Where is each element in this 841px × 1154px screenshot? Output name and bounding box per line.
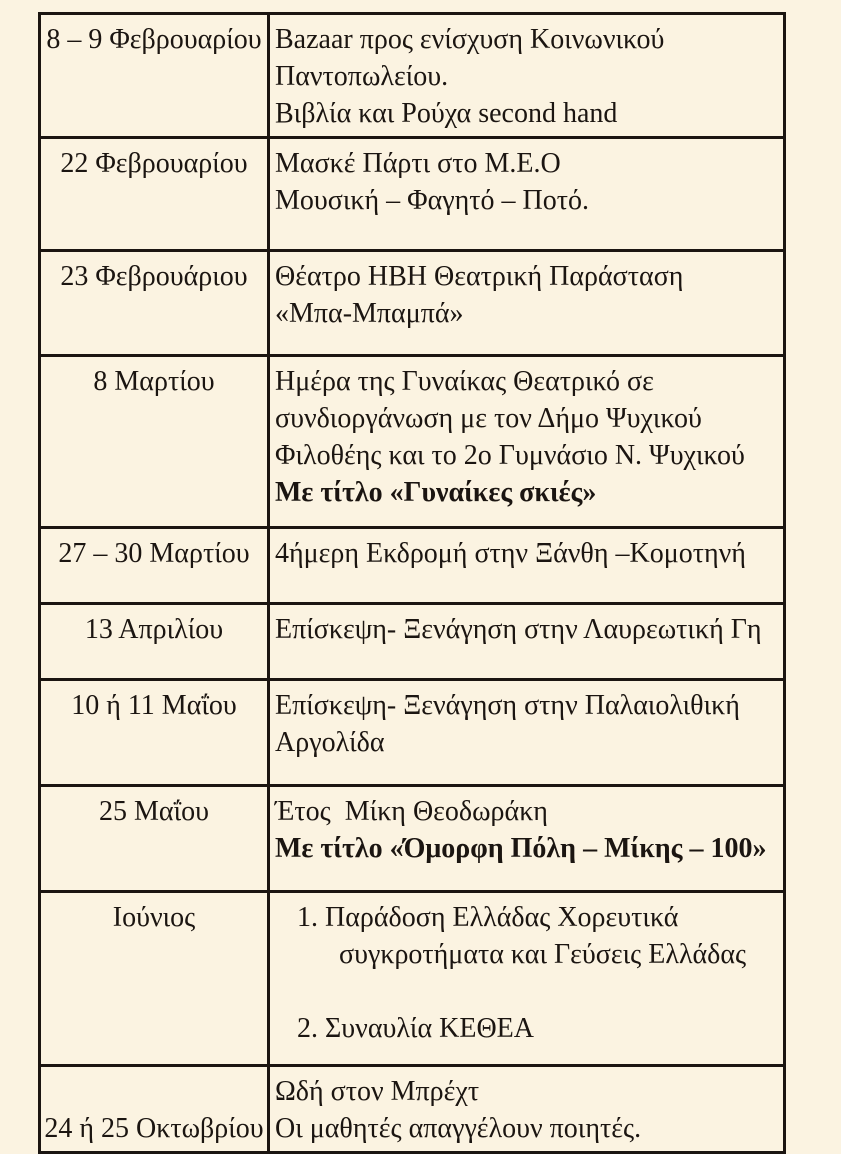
event-line: 2. Συναυλία ΚΕΘΕΑ <box>297 1013 535 1044</box>
date-text: 8 – 9 Φεβρουαρίου <box>46 24 262 55</box>
event-cell <box>270 15 783 136</box>
date-text: 24 ή 25 Οκτωβρίου <box>44 1113 264 1144</box>
table-row <box>41 678 783 784</box>
date-text: Ιούνιος <box>112 902 196 933</box>
table-row <box>41 249 783 354</box>
table-row <box>41 136 783 249</box>
date-cell <box>41 357 270 526</box>
date-cell <box>41 529 270 602</box>
event-line: Bazaar προς ενίσχυση Κοινωνικού <box>275 24 665 55</box>
event-line: 4ήμερη Εκδρομή στην Ξάνθη –Κομοτηνή <box>275 538 746 569</box>
event-cell <box>270 1067 783 1151</box>
event-line: «Μπα-Μπαμπά» <box>275 298 464 329</box>
date-cell <box>41 15 270 136</box>
event-line: Με τίτλο «Γυναίκες σκιές» <box>275 477 597 508</box>
table-row <box>41 526 783 602</box>
event-cell <box>270 357 783 526</box>
event-cell <box>270 681 783 784</box>
event-line: Επίσκεψη- Ξενάγηση στην Παλαιολιθική <box>275 690 740 721</box>
event-line: Μασκέ Πάρτι στο Μ.Ε.Ο <box>275 148 561 179</box>
event-line: συγκροτήματα και Γεύσεις Ελλάδας <box>339 939 747 970</box>
date-text: 27 – 30 Μαρτίου <box>58 538 250 569</box>
table-row <box>41 1064 783 1151</box>
event-cell <box>270 893 783 1064</box>
date-text: 13 Απριλίου <box>84 614 224 645</box>
event-line: Με τίτλο «Όμορφη Πόλη – Μίκης – 100» <box>275 833 767 864</box>
event-line: Ημέρα της Γυναίκας Θεατρικό σε <box>275 366 654 397</box>
event-line: Αργολίδα <box>275 727 385 758</box>
date-text: 8 Μαρτίου <box>93 366 215 397</box>
event-line: Οι μαθητές απαγγέλουν ποιητές. <box>275 1113 642 1144</box>
event-line: Βιβλία και Ρούχα second hand <box>275 98 618 129</box>
table-row <box>41 602 783 678</box>
event-line: Φιλοθέης και το 2ο Γυμνάσιο Ν. Ψυχικού <box>275 440 745 471</box>
date-cell <box>41 605 270 678</box>
date-text: 23 Φεβρουάριου <box>60 261 248 292</box>
events-schedule-table <box>38 12 786 1154</box>
event-line: Παντοπωλείου. <box>275 61 449 92</box>
event-line-blank <box>275 973 779 1010</box>
table-row <box>41 784 783 890</box>
event-line: Θέατρο ΗΒΗ Θεατρική Παράσταση <box>275 261 684 292</box>
event-cell <box>270 605 783 678</box>
table-row <box>41 15 783 136</box>
date-cell <box>41 139 270 249</box>
date-cell <box>41 681 270 784</box>
event-cell <box>270 139 783 249</box>
date-text: 25 Μαΐου <box>99 796 209 827</box>
date-cell <box>41 252 270 354</box>
table-row <box>41 354 783 526</box>
date-text: 22 Φεβρουαρίου <box>60 148 248 179</box>
event-cell <box>270 787 783 890</box>
event-line: συνδιοργάνωση με τον Δήμο Ψυχικού <box>275 403 702 434</box>
event-line: Επίσκεψη- Ξενάγηση στην Λαυρεωτική Γη <box>275 614 762 645</box>
event-line: Μουσική – Φαγητό – Ποτό. <box>275 185 590 216</box>
table-row <box>41 890 783 1064</box>
event-line: Έτος Μίκη Θεοδωράκη <box>275 796 548 827</box>
event-cell <box>270 529 783 602</box>
date-cell <box>41 787 270 890</box>
event-line: 1. Παράδοση Ελλάδας Χορευτικά <box>297 902 679 933</box>
event-line: Ωδή στον Μπρέχτ <box>275 1076 480 1107</box>
date-cell <box>41 1067 270 1151</box>
date-cell <box>41 893 270 1064</box>
date-text: 10 ή 11 Μαΐου <box>71 690 237 721</box>
event-cell <box>270 252 783 354</box>
